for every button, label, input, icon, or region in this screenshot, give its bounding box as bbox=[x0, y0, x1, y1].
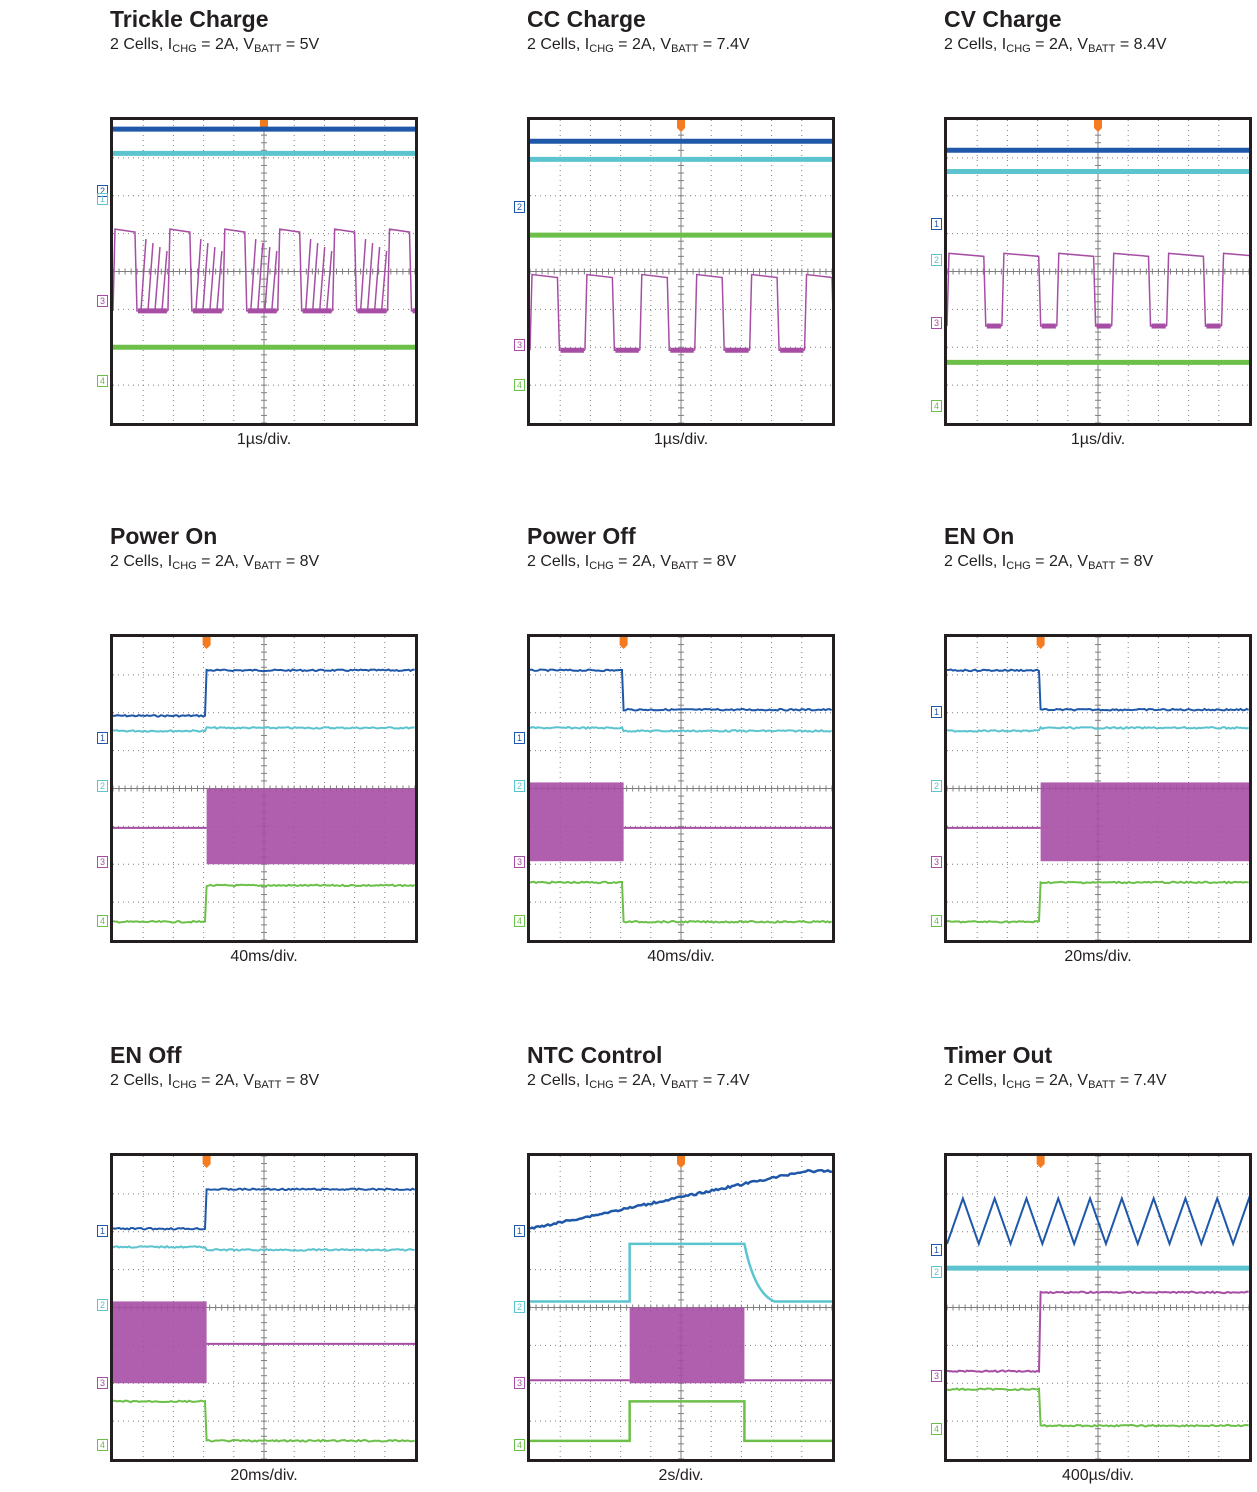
channel-marker-icon: 1 bbox=[514, 1225, 525, 1237]
scope-plot bbox=[530, 120, 832, 423]
panel-subtitle bbox=[110, 1072, 319, 1090]
scope-plot bbox=[113, 637, 415, 940]
subtitle-part: 2 Cells, I bbox=[527, 553, 590, 570]
subtitle-part: BATT bbox=[1088, 560, 1116, 572]
channel-marker-icon: 4 bbox=[514, 379, 525, 391]
channel-marker-icon: 1 bbox=[931, 1244, 942, 1256]
channel-marker-icon: 4 bbox=[514, 1439, 525, 1451]
subtitle-part: CHG bbox=[589, 1079, 614, 1091]
scope-screen bbox=[527, 634, 835, 943]
timebase-label: 2s/div. bbox=[658, 1467, 704, 1484]
timebase-label: 1µs/div. bbox=[653, 431, 709, 448]
panel-title: Timer Out bbox=[944, 1042, 1053, 1068]
trigger-icon bbox=[677, 120, 685, 132]
panel-title: CV Charge bbox=[944, 6, 1062, 32]
trace-vsw bbox=[947, 782, 1249, 861]
subtitle-part: 2 Cells, I bbox=[527, 1072, 590, 1089]
subtitle-part: = 7.4V bbox=[698, 1072, 750, 1089]
subtitle-part: CHG bbox=[1006, 560, 1031, 572]
panel-title: EN Off bbox=[110, 1042, 182, 1068]
channel-marker-icon: 4 bbox=[931, 400, 942, 412]
timebase-label: 40ms/div. bbox=[230, 948, 298, 965]
trigger-icon bbox=[1094, 120, 1102, 132]
subtitle-part: = 2A, V bbox=[613, 36, 672, 53]
timebase-label: 400µs/div. bbox=[1061, 1467, 1135, 1484]
subtitle-part: CHG bbox=[172, 1079, 197, 1091]
channel-marker-icon: 2 bbox=[97, 185, 108, 197]
channel-marker-icon: 4 bbox=[97, 1439, 108, 1451]
subtitle-part: = 2A, V bbox=[613, 553, 672, 570]
subtitle-part: 2 Cells, I bbox=[944, 553, 1007, 570]
channel-marker-icon: 3 bbox=[514, 1377, 525, 1389]
channel-marker-icon: 4 bbox=[931, 915, 942, 927]
subtitle-part: BATT bbox=[1088, 43, 1116, 55]
subtitle-part: 2 Cells, I bbox=[944, 36, 1007, 53]
channel-marker-icon: 1 bbox=[514, 732, 525, 744]
scope-plot bbox=[947, 120, 1249, 423]
subtitle-part: 2 Cells, I bbox=[944, 1072, 1007, 1089]
subtitle-part: BATT bbox=[671, 560, 699, 572]
subtitle-part: BATT bbox=[671, 1079, 699, 1091]
timebase-label: 1µs/div. bbox=[1070, 431, 1126, 448]
panel-title: NTC Control bbox=[527, 1042, 663, 1068]
channel-marker-icon: 2 bbox=[97, 1299, 108, 1311]
timebase-label: 20ms/div. bbox=[230, 1467, 298, 1484]
subtitle-part: = 2A, V bbox=[196, 553, 255, 570]
channel-marker-icon: 4 bbox=[97, 375, 108, 387]
channel-marker-icon: 2 bbox=[931, 780, 942, 792]
scope-screen bbox=[110, 1153, 418, 1462]
subtitle-part: = 2A, V bbox=[1030, 553, 1089, 570]
scope-plot bbox=[947, 637, 1249, 940]
subtitle-part: CHG bbox=[172, 560, 197, 572]
subtitle-part: BATT bbox=[254, 1079, 282, 1091]
subtitle-part: 2 Cells, I bbox=[527, 36, 590, 53]
scope-screen bbox=[110, 634, 418, 943]
scope-screen bbox=[944, 634, 1252, 943]
scope-screen bbox=[944, 117, 1252, 426]
subtitle-part: = 2A, V bbox=[196, 1072, 255, 1089]
channel-marker-icon: 3 bbox=[931, 1370, 942, 1382]
subtitle-part: = 2A, V bbox=[1030, 36, 1089, 53]
subtitle-part: CHG bbox=[172, 43, 197, 55]
subtitle-part: BATT bbox=[671, 43, 699, 55]
scope-screen bbox=[527, 117, 835, 426]
panel-subtitle bbox=[110, 36, 319, 54]
channel-marker-icon: 3 bbox=[931, 856, 942, 868]
switching-burst bbox=[630, 1308, 745, 1384]
timebase-label: 20ms/div. bbox=[1064, 948, 1132, 965]
channel-marker-icon: 1 bbox=[97, 193, 108, 205]
subtitle-part: = 8V bbox=[698, 553, 737, 570]
subtitle-part: CHG bbox=[589, 43, 614, 55]
subtitle-part: = 7.4V bbox=[1115, 1072, 1167, 1089]
channel-marker-icon: 2 bbox=[931, 254, 942, 266]
subtitle-part: = 8V bbox=[281, 1072, 320, 1089]
switching-burst bbox=[113, 1301, 207, 1383]
panel-subtitle bbox=[527, 36, 750, 54]
subtitle-part: 2 Cells, I bbox=[110, 36, 173, 53]
channel-marker-icon: 2 bbox=[514, 1301, 525, 1313]
scope-screen bbox=[110, 117, 418, 426]
trigger-marker bbox=[1094, 120, 1102, 132]
channel-marker-icon: 1 bbox=[97, 1225, 108, 1237]
panel-subtitle bbox=[944, 36, 1167, 54]
subtitle-part: 2 Cells, I bbox=[110, 553, 173, 570]
timebase-label: 1µs/div. bbox=[236, 431, 292, 448]
scope-plot bbox=[947, 1156, 1249, 1459]
subtitle-part: = 2A, V bbox=[613, 1072, 672, 1089]
subtitle-part: = 2A, V bbox=[1030, 1072, 1089, 1089]
panel-title: Trickle Charge bbox=[110, 6, 269, 32]
trigger-marker bbox=[677, 1156, 685, 1168]
scope-plot bbox=[530, 1156, 832, 1459]
channel-marker-icon: 3 bbox=[97, 856, 108, 868]
channel-marker-icon: 2 bbox=[931, 1266, 942, 1278]
subtitle-part: = 5V bbox=[281, 36, 320, 53]
graticule bbox=[530, 120, 832, 423]
subtitle-part: 2 Cells, I bbox=[110, 1072, 173, 1089]
scope-screen bbox=[944, 1153, 1252, 1462]
channel-marker-icon: 3 bbox=[514, 856, 525, 868]
subtitle-part: BATT bbox=[254, 560, 282, 572]
panel-title: CC Charge bbox=[527, 6, 646, 32]
timebase-label: 40ms/div. bbox=[647, 948, 715, 965]
graticule bbox=[947, 1156, 1249, 1459]
panel-subtitle bbox=[944, 1072, 1167, 1090]
channel-marker-icon: 3 bbox=[514, 339, 525, 351]
channel-marker-icon: 2 bbox=[514, 201, 525, 213]
trigger-marker bbox=[677, 120, 685, 132]
subtitle-part: BATT bbox=[254, 43, 282, 55]
switching-burst bbox=[530, 782, 624, 861]
channel-marker-icon: 1 bbox=[931, 218, 942, 230]
scope-plot bbox=[113, 1156, 415, 1459]
channel-marker-icon: 4 bbox=[514, 915, 525, 927]
subtitle-part: = 2A, V bbox=[196, 36, 255, 53]
channel-marker-icon: 4 bbox=[97, 915, 108, 927]
panel-subtitle bbox=[527, 1072, 750, 1090]
channel-marker-icon: 1 bbox=[97, 732, 108, 744]
channel-marker-icon: 3 bbox=[97, 295, 108, 307]
subtitle-part: CHG bbox=[1006, 43, 1031, 55]
scope-plot bbox=[113, 120, 415, 423]
subtitle-part: = 8.4V bbox=[1115, 36, 1167, 53]
channel-marker-icon: 2 bbox=[514, 780, 525, 792]
panel-subtitle bbox=[527, 553, 736, 571]
subtitle-part: = 8V bbox=[281, 553, 320, 570]
channel-marker-icon: 4 bbox=[931, 1423, 942, 1435]
switching-burst bbox=[207, 789, 415, 865]
subtitle-part: CHG bbox=[589, 560, 614, 572]
subtitle-part: CHG bbox=[1006, 1079, 1031, 1091]
subtitle-part: = 8V bbox=[1115, 553, 1154, 570]
channel-marker-icon: 3 bbox=[97, 1377, 108, 1389]
channel-marker-icon: 2 bbox=[97, 780, 108, 792]
scope-screen bbox=[527, 1153, 835, 1462]
panel-title: EN On bbox=[944, 523, 1015, 549]
channel-marker-icon: 3 bbox=[931, 317, 942, 329]
panel-title: Power Off bbox=[527, 523, 636, 549]
subtitle-part: BATT bbox=[1088, 1079, 1116, 1091]
trigger-icon bbox=[677, 1156, 685, 1168]
subtitle-part: = 7.4V bbox=[698, 36, 750, 53]
panel-title: Power On bbox=[110, 523, 218, 549]
panel-subtitle bbox=[944, 553, 1153, 571]
panel-subtitle bbox=[110, 553, 319, 571]
scope-plot bbox=[530, 637, 832, 940]
channel-marker-icon: 1 bbox=[931, 706, 942, 718]
switching-burst bbox=[1041, 782, 1249, 861]
